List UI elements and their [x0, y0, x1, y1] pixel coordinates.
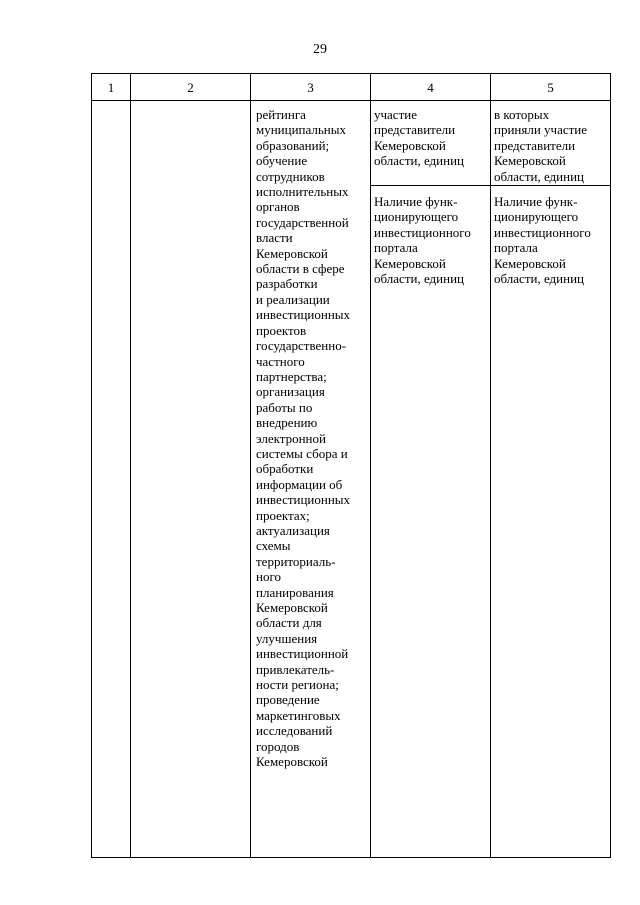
cell-col5: [491, 101, 611, 858]
table-row: [92, 101, 611, 858]
cell-col4-block2: Наличие функ- ционирующего инвестиционного портала Кемеровской области, единиц: [374, 194, 471, 287]
column-header-3: 3: [251, 74, 371, 101]
cell-col5-block2: Наличие функ- ционирующего инвестиционного портала Кемеровской области, единиц: [494, 194, 591, 287]
column-header-1: 1: [92, 74, 131, 101]
cell-col4: [371, 101, 491, 858]
cell-col2: [131, 101, 251, 858]
column-header-2: 2: [131, 74, 251, 101]
cell-col1-text: [92, 101, 130, 107]
page-number: 29: [313, 42, 327, 57]
document-table: [91, 73, 611, 858]
cell-col3: [251, 101, 371, 858]
table-header-row: [92, 74, 611, 101]
column-header-5: 5: [491, 74, 611, 101]
cell-col5-block1: в которых приняли участие представители Кемеровской области, единиц: [491, 101, 610, 186]
cell-col3-text: рейтинга муниципальных образований; обучение сотрудников исполнительных органов государственной власти Кемеровской области в сфере разработки и реализации инвестиционных проектов государственно- частного партнерства; организация работы по внедрению электронной системы сбора и обработки информации об инвестиционных проектах; актуализация схемы территориаль- ного планирования Кемеровской области для улучшения инвестиционной привлекатель- ности региона; проведение маркетинговых исследований городов Кемеровской: [256, 107, 351, 770]
cell-col2-text: [131, 101, 250, 107]
cell-col4-block1: участие представители Кемеровской области, единиц: [371, 101, 490, 186]
column-header-4: 4: [371, 74, 491, 101]
cell-col1: [92, 101, 131, 858]
